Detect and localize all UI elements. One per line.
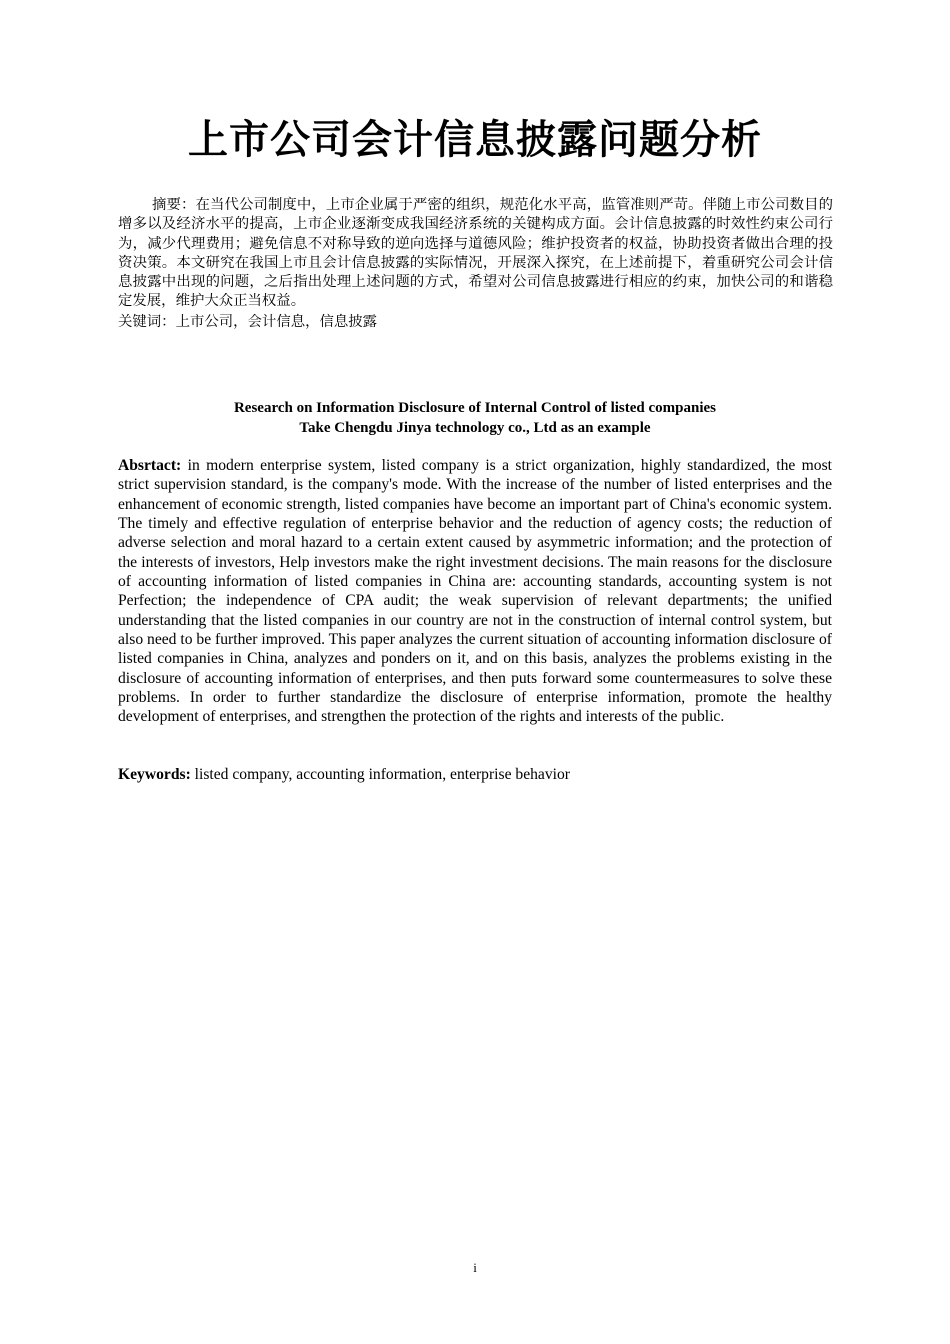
english-abstract-text: in modern enterprise system, listed company is a strict organization, highly standardized, the most strict supervision standard, is the company's mode. With the increase of the number of listed enterprises and the enhancement of economic strength, listed companies have become an important part of China's economic system. The timely and effective regulation of enterprise behavior and the reduction of agency costs; the reduction of adverse selection and moral hazard to a certain extent caused by asymmetric information; and the protection of the interests of investors, Help investors make the right investment decisions. The main reasons for the disclosure of accounting information of listed companies in China are: accounting standards, accounting system is not Perfection; the independence of CPA audit; the weak supervision of relevant departments; the unified understanding that the listed companies in our country are not in the construction of internal control system, but also need to be further improved. This paper analyzes the current situation of accounting information disclosure of listed companies in China, analyzes and ponders on it, and on this basis, analyzes the problems existing in the disclosure of accounting information of enterprises, and then puts forward some countermeasures to solve these problems. In order to further standardize the disclosure of enterprise information, promote the healthy development of enterprises, and strengthen the protection of the rights and interests of the public. (118, 457, 832, 726)
page-number: i (473, 1260, 477, 1275)
english-title (0, 398, 950, 438)
chinese-keywords-text: 上市公司，会计信息，信息披露 (175, 314, 378, 330)
english-abstract (118, 456, 832, 727)
english-keywords-text: listed company, accounting information, enterprise behavior (190, 766, 570, 783)
english-title-line-1: Research on Information Disclosure of Internal Control of listed companies (233, 400, 717, 416)
english-keywords-label: Keywords: (118, 766, 191, 783)
chinese-keywords (118, 313, 833, 332)
english-abstract-label: Absrtact: (118, 457, 182, 474)
chinese-title: 上市公司会计信息披露问题分析 (188, 117, 762, 163)
chinese-abstract (118, 196, 833, 312)
english-title-line-2: Take Chengdu Jinya technology co., Ltd as an example (299, 420, 651, 436)
chinese-keywords-label: 关键词： (118, 314, 176, 330)
chinese-abstract-label: 摘要： (152, 197, 196, 213)
chinese-abstract-text: 在当代公司制度中，上市企业属于严密的组织，规范化水平高，监管准则严苛。伴随上市公司数目的增多以及经济水平的提高，上市企业逐渐变成我国经济系统的关键构成方面。会计信息披露的时效性约束公司行为，减少代理费用；避免信息不对称导致的逆向选择与道德风险；维护投资者的权益，协助投资者做出合理的投资决策。本文研究在我国上市且会计信息披露的实际情况，开展深入探究，在上述前提下，着重研究公司会计信息披露中出现的问题，之后指出处理上述问题的方式，希望对公司信息披露进行相应的约束，加快公司的和谐稳定发展，维护大众正当权益。 (118, 197, 833, 310)
english-keywords (118, 765, 832, 785)
